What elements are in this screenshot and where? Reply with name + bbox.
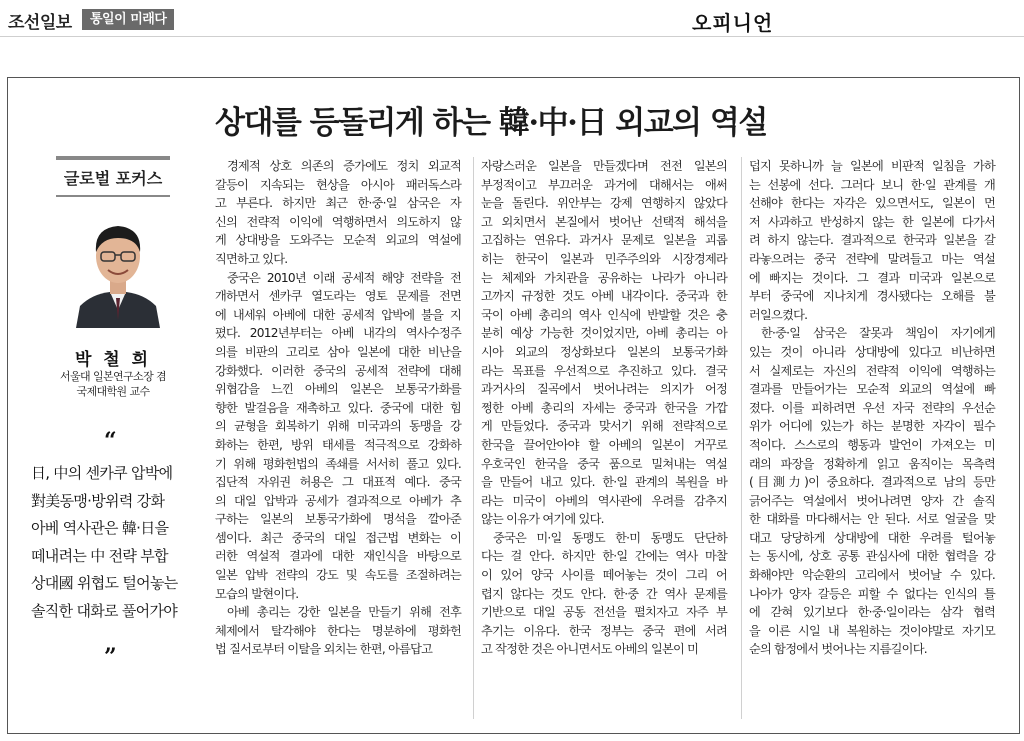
article-text-line: 중국은 2010년 이래 공세적 해양 전략을 전 [227, 270, 461, 285]
article-text-line: 는 체제와 가치관을 공유하는 나라가 아니라 [481, 270, 727, 285]
article-text-line: 한국을 끌어안아야 할 아베의 일본이 거꾸로 [481, 437, 727, 452]
article-text-line: 강화했다. 이러한 중국의 공세적 전략에 대해 [215, 363, 461, 378]
article-text-line: 는 동시에, 상호 공통 관심사에 대한 협력을 강 [749, 549, 995, 564]
article-text-line: 래의 파장을 정확하게 읽고 움직이는 목측력 [749, 456, 995, 471]
article-text-line: 위협감을 느낀 아베의 일본은 보통국가화를 [215, 382, 461, 397]
article-text-line: 의 균형을 회복하기 위해 미국과의 동맹을 강 [215, 419, 461, 434]
article-text-line: 분히 예상 가능한 것이었지만, 아베 총리는 아 [481, 326, 727, 341]
pull-quote-line: 아베 역사관은 韓·日을 [31, 519, 169, 537]
article-text-line: 을 만들어 내고 있다. 한·일 관계의 복원을 바 [481, 475, 727, 490]
article-text-line: 갈등이 지속되는 현상을 아시아 패러독스라 [215, 177, 461, 192]
article-text-line: 적이다. 스스로의 행동과 발언이 가져오는 미 [749, 437, 995, 452]
article-text-line: 이 있어 양국 사이를 떼어놓는 것이 그리 어 [481, 568, 727, 583]
article-text-line: 렵지 않다는 것도 안다. 한·중 간 역사 문제를 [481, 586, 727, 601]
article-text-line: 한·중·일 삼국은 잘못과 책임이 자기에게 [761, 326, 995, 341]
article-text-line: 결과를 만들어가는 모순적 외교의 역설에 빠 [749, 382, 995, 397]
article-text-line: 에 빠지는 것이다. 그 결과 미국과 일본으로 [749, 270, 995, 285]
article-column-2 [481, 157, 727, 659]
article-text-line: 의를 비판의 고리로 삼아 일본에 대한 비난을 [215, 344, 461, 359]
pull-quote-line: 對美동맹·방위력 강화 [31, 491, 165, 510]
article-text-line: 고까지 규정한 것도 아베 내각이다. 중국과 한 [481, 289, 727, 304]
article-text-line: 는 선봉에 선다. 그러다 보니 한·일 관계를 개 [749, 177, 995, 192]
column-label-bottom-rule [56, 195, 170, 197]
article-text-line: 눈을 돌린다. 위안부는 강제 연행하지 않았다 [481, 196, 727, 211]
publication-name: 조선일보 [8, 13, 72, 33]
article-text-line: 부정적이고 부끄러운 과거에 대해서는 애써 [481, 177, 727, 192]
article-text-line: 게 상대방을 도와주는 모순적 외교의 역설에 [215, 233, 461, 248]
header-divider [0, 36, 1024, 37]
article-text-line: 고 외치면서 본질에서 벗어난 선택적 해석을 [481, 214, 727, 229]
column-label-top-rule [56, 156, 170, 160]
article-text-line: 고 작정한 것은 아니면서도 아베의 일본이 미 [481, 642, 699, 657]
article-text-line: 졌다. 이를 피하려면 우선 자국 전략의 우선순 [749, 400, 995, 415]
article-text-line: 게 만들었다. 중국과 맞서기 위해 전략적으로 [481, 419, 727, 434]
column-divider [473, 157, 474, 719]
article-text-line: 집단적 자위권 허용은 그 대표적 예다. 중국 [215, 475, 461, 490]
article-text-line: 셈이다. 최근 중국의 대일 접근법 변화는 이 [215, 530, 461, 545]
article-text-line: 려 하지 않는다. 결과적으로 한국과 일본을 갈 [749, 233, 995, 248]
article-text-line: 다는 걸 안다. 하지만 한·일 간에는 역사 마찰 [481, 549, 727, 564]
article-text-line: 체제에서 탈각해야 한다는 명분하에 평화헌 [215, 623, 461, 638]
article-text-line: 국이 아베 총리의 역사 인식에 반발할 것은 충 [481, 307, 727, 322]
article-text-line: 러한 역설적 결과에 대한 재인식을 바탕으로 [215, 549, 461, 564]
article-text-line: 순의 함정에서 벗어나는 지름길이다. [749, 642, 927, 657]
article-text-line: 있는 것이 아니라 상대방에 있다고 비난하면 [749, 344, 995, 359]
article-text-line: 에 내세워 아베에 대한 공세적 압박에 불을 지 [215, 307, 461, 322]
article-text-line: 개하면서 센카쿠 열도라는 영토 문제를 전면 [215, 289, 461, 304]
article-text-line: 법 질서로부터 이탈을 외치는 한편, 아름답고 [215, 642, 433, 657]
article-text-line: 라는 목표를 우선적으로 추진하고 있다. 결국 [481, 363, 727, 378]
article-text-line: 않는 이유가 여기에 있다. [481, 512, 604, 527]
pull-quote-line: 떼내려는 中 전략 부합 [31, 546, 168, 565]
article-text-line: 고 부른다. 하지만 최근 한·중·일 삼국은 자 [215, 196, 461, 211]
page-header [0, 0, 1024, 40]
pull-quote-line: 솔직한 대화로 풀어가야 [31, 601, 178, 620]
article-text-line: 저 사과하고 반성하지 않는 한 일본에 다가서 [749, 214, 995, 229]
article-text-line: 직면하고 있다. [215, 251, 288, 266]
article-text-line: 히는 한국이 일본과 민주주의와 시장경제라 [481, 251, 727, 266]
section-title: 오피니언 [692, 11, 774, 35]
article-text-line: 부터 중국에 지나치게 경사됐다는 오해를 불 [749, 289, 995, 304]
series-badge: 통일이 미래다 [82, 9, 174, 30]
article-text-line: 위가 어디에 있는가 하는 분명한 자각이 필수 [749, 419, 995, 434]
article-text-line: 추기는 이유다. 한국 정부는 중국 편에 서려 [481, 623, 727, 638]
article-text-line: 경제적 상호 의존의 증가에도 정치 외교적 [227, 159, 461, 173]
article-text-line: 화하는 한편, 방위 태세를 적극적으로 강화하 [215, 437, 461, 452]
author-affiliation-line: 서울대 일본연구소장 겸 [59, 370, 167, 383]
article-text-line: 향한 발걸음을 재촉하고 있다. 중국에 대한 힘 [215, 400, 461, 415]
article-text-line: 과거사의 질곡에서 벗어나려는 의지가 어정 [481, 382, 727, 397]
author-affiliation [40, 369, 186, 399]
article-column-1 [215, 157, 461, 659]
article-text-line: 라놓으려는 중국 전략에 말려들고 마는 역설 [749, 251, 995, 266]
article-text-line: 화해야만 악순환의 고리에서 벗어날 수 있다. [749, 568, 995, 583]
article-text-line: 서 실제로는 자신의 전략적 이익에 역행하는 [749, 363, 995, 378]
pull-quote-line: 상대國 위협도 털어놓는 [31, 574, 178, 592]
article-text-line: 신의 전략적 이익에 역행하면서 의도하지 않 [215, 214, 461, 229]
article-text-line: 한 대화를 마다해서는 안 된다. 서로 얼굴을 맞 [749, 512, 995, 527]
article-text-line: 아베 총리는 강한 일본을 만들기 위해 전후 [227, 605, 461, 620]
article-text-line: 나아가 양자 갈등은 피할 수 없다는 인식의 틀 [749, 586, 995, 601]
article-text-line: 의 대일 압박과 공세가 결과적으로 아베가 추 [215, 493, 461, 508]
article-text-line: 고집하는 연유다. 과거사 문제로 일본을 괴롭 [481, 233, 727, 248]
author-portrait [70, 208, 166, 328]
article-text-line: 폈다. 2012년부터는 아베 내각의 역사수정주 [215, 326, 461, 341]
article-text-line: 기 위해 평화헌법의 족쇄를 서서히 풀고 있다. [215, 456, 461, 471]
article-text-line: 에 갇혀 있기보다 한·중·일이라는 삼각 협력 [749, 605, 995, 620]
article-headline: 상대를 등돌리게 하는 韓·中·日 외교의 역설 [215, 105, 767, 141]
article-text-line: 러일으켰다. [749, 307, 808, 322]
article-text-line: (目測力)이 중요하다. 결과적으로 남의 등만 [749, 475, 995, 490]
article-text-line: 모습의 발현이다. [215, 586, 299, 601]
pull-quote-line: 日, 中의 센카쿠 압박에 [31, 464, 173, 482]
article-text-line: 우호국인 한국을 중국 품으로 밀쳐내는 역설 [481, 456, 727, 471]
column-label: 글로벌 포커스 [63, 169, 163, 188]
article-text-line: 덥지 못하니까 늘 일본에 비판적 일침을 가하 [749, 159, 995, 173]
article-text-line: 대고 당당하게 상대방에 대한 우려를 털어놓 [749, 530, 995, 545]
article-text-line: 긁어주는 역설에서 벗어나려면 양자 간 솔직 [749, 493, 995, 508]
author-affiliation-line: 국제대학원 교수 [76, 385, 150, 398]
column-divider [741, 157, 742, 719]
column-label-block [56, 156, 170, 197]
open-quote-mark: “ [104, 428, 117, 454]
article-column-3 [749, 157, 995, 659]
article-text-line: 중국은 미·일 동맹도 한·미 동맹도 단단하 [493, 530, 727, 545]
article-text-line: 일본 압박 전략의 강도 및 속도를 조절하려는 [215, 568, 461, 583]
article-text-line: 자랑스러운 일본을 만들겠다며 전전 일본의 [481, 159, 727, 173]
article-text-line: 쩡한 아베 총리의 자세는 중국과 한국을 가깝 [481, 400, 727, 415]
close-quote-mark: ” [104, 644, 117, 670]
article-text-line: 시아 외교의 정상화보다 일본의 보통국가화 [481, 344, 727, 359]
article-text-line: 기반으로 대일 공동 전선을 펼치자고 자주 부 [481, 605, 727, 620]
article-text-line: 선해야 한다는 자각은 있으면서도, 일본이 먼 [749, 196, 995, 211]
article-text-line: 을 이른 시일 내 복원하는 것이야말로 자기모 [749, 623, 995, 638]
article-text-line: 구하는 일본의 보통국가화에 명석을 깔아준 [215, 512, 461, 527]
article-text-line: 라는 미국이 아베의 역사관에 우려를 감추지 [481, 493, 727, 508]
author-name: 박 철 희 [74, 350, 152, 370]
pull-quote [31, 460, 207, 625]
